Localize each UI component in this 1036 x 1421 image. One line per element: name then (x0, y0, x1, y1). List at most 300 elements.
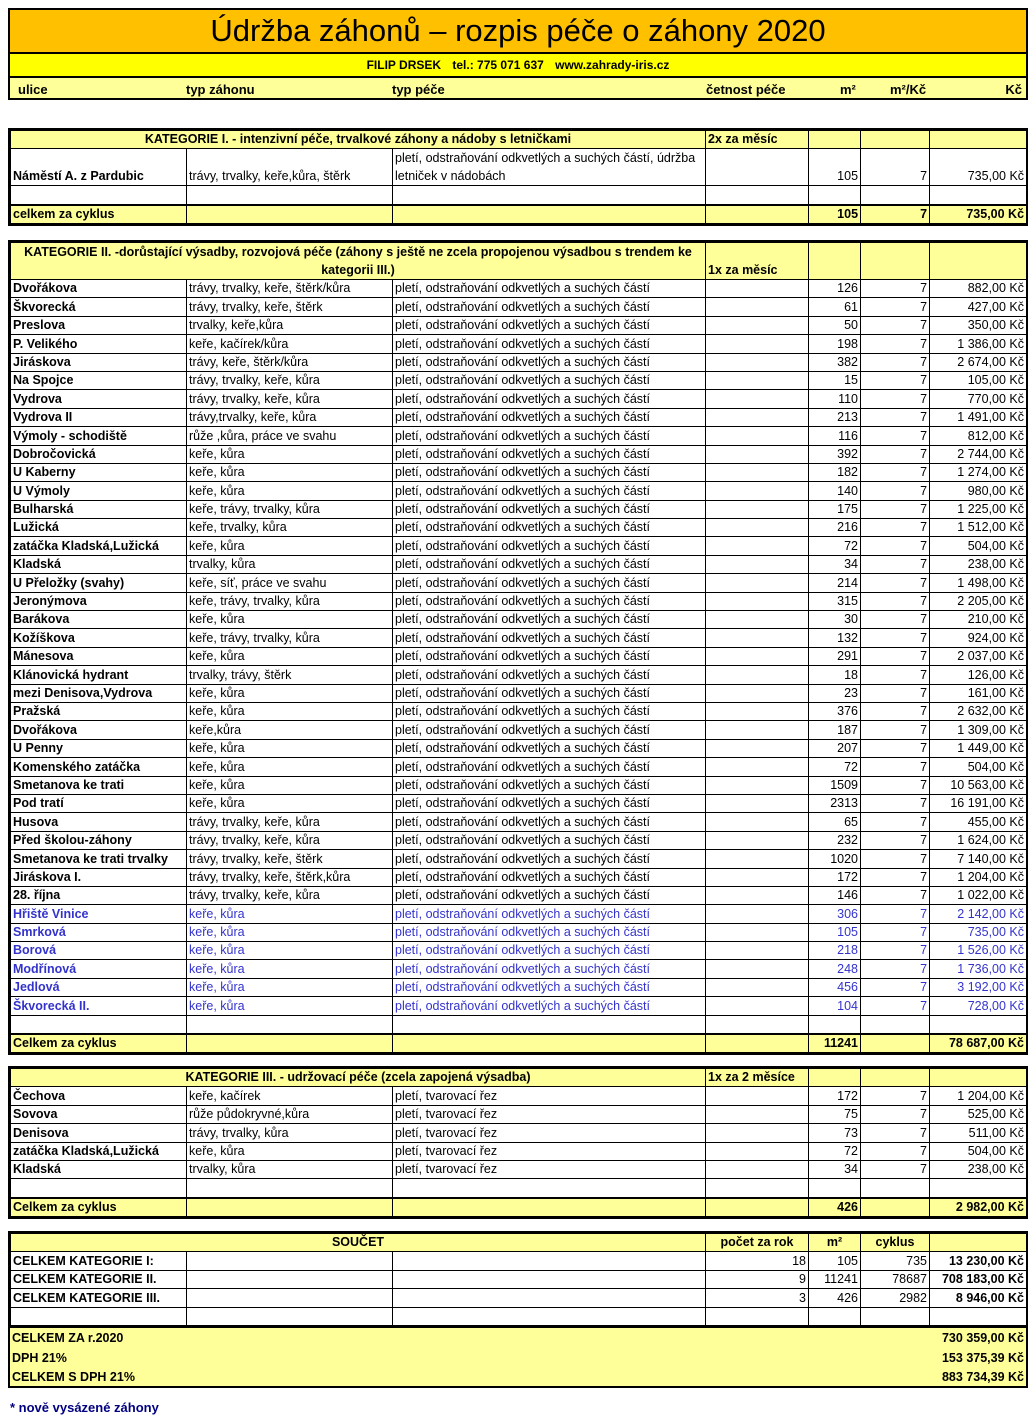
kc-cell: 1 204,00 Kč (930, 1087, 1027, 1105)
rate-cell: 7 (861, 1087, 930, 1105)
frequency-cell (706, 831, 809, 849)
kc-cell: 2 142,00 Kč (930, 905, 1027, 923)
table-row (11, 1160, 1027, 1178)
street-cell: Smrková (11, 923, 187, 941)
kc-cell: 7 140,00 Kč (930, 850, 1027, 868)
care-type-cell: pletí, odstraňování odkvetlých a suchých částí (393, 776, 706, 794)
table-row (11, 739, 1027, 757)
rate-cell: 7 (861, 482, 930, 500)
rate-cell: 7 (861, 813, 930, 831)
bed-type-cell: keře, kůra (187, 960, 393, 978)
summary-count: 3 (706, 1289, 809, 1307)
total-kc: 2 982,00 Kč (930, 1198, 1027, 1217)
care-type-cell: pletí, odstraňování odkvetlých a suchých částí (393, 886, 706, 904)
rate-cell: 7 (861, 427, 930, 445)
m2-cell: 72 (809, 758, 861, 776)
street-cell: Smetanova ke trati trvalky (11, 850, 187, 868)
empty-cell (393, 1289, 706, 1307)
table-row (11, 611, 1027, 629)
kc-cell: 2 205,00 Kč (930, 592, 1027, 610)
rate-cell: 7 (861, 537, 930, 555)
rate-cell: 7 (861, 445, 930, 463)
table-row (11, 1124, 1027, 1142)
m2-cell: 126 (809, 280, 861, 298)
table-row (11, 335, 1027, 353)
m2-cell: 2313 (809, 794, 861, 812)
bed-type-cell: keře, kačírek (187, 1087, 393, 1105)
m2-cell: 232 (809, 831, 861, 849)
care-type-cell: pletí, odstraňování odkvetlých a suchých částí (393, 794, 706, 812)
kc-cell: 1 491,00 Kč (930, 408, 1027, 426)
bed-type-cell: trvalky, kůra (187, 555, 393, 573)
gross-total-label: CELKEM S DPH 21% (10, 1367, 710, 1387)
street-cell: Na Spojce (11, 371, 187, 389)
street-cell: Klánovická hydrant (11, 666, 187, 684)
frequency-cell (706, 1105, 809, 1123)
care-type-cell: pletí, odstraňování odkvetlých a suchých částí (393, 463, 706, 481)
summary-label: CELKEM KATEGORIE II. (11, 1270, 187, 1288)
kc-cell: 1 624,00 Kč (930, 831, 1027, 849)
kc-cell: 812,00 Kč (930, 427, 1027, 445)
bed-type-cell: keře, kačírek/kůra (187, 335, 393, 353)
kc-cell: 105,00 Kč (930, 371, 1027, 389)
gross-total-value: 883 734,39 Kč (710, 1367, 1026, 1387)
bed-type-cell: keře, kůra (187, 445, 393, 463)
table-row (11, 923, 1027, 941)
m2-cell: 18 (809, 666, 861, 684)
empty-cell (706, 1198, 809, 1217)
summary-m2: 11241 (809, 1270, 861, 1288)
care-type-cell: pletí, odstraňování odkvetlých a suchých částí (393, 702, 706, 720)
total-label: Celkem za cyklus (11, 1198, 187, 1217)
m2-cell: 306 (809, 905, 861, 923)
category-2-table (8, 240, 1028, 1055)
bed-type-cell: trvalky, trávy, štěrk (187, 666, 393, 684)
summary-col-m2: m² (809, 1234, 861, 1252)
table-row (11, 445, 1027, 463)
frequency-cell (706, 647, 809, 665)
kc-cell: 1 204,00 Kč (930, 868, 1027, 886)
frequency-cell (706, 427, 809, 445)
bed-type-cell: keře, kůra (187, 1142, 393, 1160)
cat2-total (11, 1034, 1027, 1053)
rate-cell: 7 (861, 371, 930, 389)
m2-cell: 34 (809, 1160, 861, 1178)
kc-cell: 1 309,00 Kč (930, 721, 1027, 739)
street-cell: Smetanova ke trati (11, 776, 187, 794)
frequency-cell (706, 868, 809, 886)
care-type-cell: pletí, tvarovací řez (393, 1087, 706, 1105)
kc-cell: 2 744,00 Kč (930, 445, 1027, 463)
summary-col-cycle: cyklus (861, 1234, 930, 1252)
summary-title: SOUČET (11, 1234, 706, 1252)
rate-cell: 7 (861, 555, 930, 573)
rate-cell: 7 (861, 960, 930, 978)
frequency-cell (706, 758, 809, 776)
summary-kc: 13 230,00 Kč (930, 1252, 1027, 1270)
col-kc: Kč (1005, 82, 1022, 97)
care-type-cell: pletí, odstraňování odkvetlých a suchých částí (393, 758, 706, 776)
table-row (11, 813, 1027, 831)
table-row (11, 482, 1027, 500)
street-cell: Komenského zatáčka (11, 758, 187, 776)
bed-type-cell: keře, kůra (187, 482, 393, 500)
kc-cell: 238,00 Kč (930, 555, 1027, 573)
m2-cell: 132 (809, 629, 861, 647)
street-cell: Jeronýmova (11, 592, 187, 610)
table-row (11, 371, 1027, 389)
street-cell: Čechova (11, 1087, 187, 1105)
street-cell: Náměstí A. z Pardubic (11, 149, 187, 186)
m2-cell: 30 (809, 611, 861, 629)
rate-cell: 7 (861, 1105, 930, 1123)
col-per-m2: m²/Kč (890, 82, 927, 97)
table-row (11, 942, 1027, 960)
kc-cell: 980,00 Kč (930, 482, 1027, 500)
bed-type-cell: keře, kůra (187, 997, 393, 1015)
frequency-cell (706, 813, 809, 831)
table-row (11, 408, 1027, 426)
m2-cell: 15 (809, 371, 861, 389)
street-cell: Vydrova (11, 390, 187, 408)
bed-type-cell: trávy, trvalky, keře,kůra, štěrk (187, 149, 393, 186)
frequency-cell (706, 445, 809, 463)
frequency-cell (706, 905, 809, 923)
footnote: * nově vysázené záhony (10, 1400, 159, 1415)
kc-cell: 1 022,00 Kč (930, 886, 1027, 904)
care-type-cell: pletí, odstraňování odkvetlých a suchých částí (393, 592, 706, 610)
street-cell: Kožíškova (11, 629, 187, 647)
rate-cell: 7 (861, 592, 930, 610)
kc-cell: 126,00 Kč (930, 666, 1027, 684)
care-type-cell: pletí, odstraňování odkvetlých a suchých částí (393, 831, 706, 849)
care-type-cell: pletí, odstraňování odkvetlých a suchých částí, údržba letniček v nádobách (393, 149, 706, 186)
m2-cell: 392 (809, 445, 861, 463)
m2-cell: 175 (809, 500, 861, 518)
care-type-cell: pletí, odstraňování odkvetlých a suchých částí (393, 739, 706, 757)
m2-cell: 172 (809, 1087, 861, 1105)
empty-cell (187, 1252, 393, 1270)
rate-cell: 7 (861, 702, 930, 720)
total-label: celkem za cyklus (11, 205, 187, 224)
care-type-cell: pletí, odstraňování odkvetlých a suchých částí (393, 942, 706, 960)
rate-cell: 7 (861, 463, 930, 481)
street-cell: Před školou-záhony (11, 831, 187, 849)
frequency-cell (706, 960, 809, 978)
m2-cell: 110 (809, 390, 861, 408)
street-cell: Barákova (11, 611, 187, 629)
rate-cell: 7 (861, 776, 930, 794)
empty-cell (393, 1198, 706, 1217)
street-cell: Preslova (11, 316, 187, 334)
street-cell: zatáčka Kladská,Lužická (11, 537, 187, 555)
kc-cell: 2 674,00 Kč (930, 353, 1027, 371)
empty-cell (706, 1034, 809, 1053)
frequency-cell (706, 942, 809, 960)
summary-count: 9 (706, 1270, 809, 1288)
kc-cell: 525,00 Kč (930, 1105, 1027, 1123)
table-row (11, 978, 1027, 996)
category-3-title: KATEGORIE III. - udržovací péče (zcela zapojená výsadba) (11, 1069, 706, 1087)
care-type-cell: pletí, odstraňování odkvetlých a suchých částí (393, 298, 706, 316)
rate-cell: 7 (861, 739, 930, 757)
kc-cell: 1 225,00 Kč (930, 500, 1027, 518)
summary-m2: 105 (809, 1252, 861, 1270)
empty-cell (393, 1252, 706, 1270)
care-type-cell: pletí, odstraňování odkvetlých a suchých částí (393, 850, 706, 868)
care-type-cell: pletí, tvarovací řez (393, 1160, 706, 1178)
frequency-cell (706, 850, 809, 868)
frequency-cell (706, 371, 809, 389)
care-type-cell: pletí, odstraňování odkvetlých a suchých částí (393, 574, 706, 592)
bed-type-cell: trávy, trvalky, keře, kůra (187, 813, 393, 831)
m2-cell: 214 (809, 574, 861, 592)
frequency-cell (706, 335, 809, 353)
rate-cell: 7 (861, 923, 930, 941)
bed-type-cell: trávy, trvalky, keře, kůra (187, 390, 393, 408)
bed-type-cell: trvalky, keře,kůra (187, 316, 393, 334)
bed-type-cell: keře, kůra (187, 758, 393, 776)
bed-type-cell: keře, kůra (187, 611, 393, 629)
street-cell: U Kaberny (11, 463, 187, 481)
kc-cell: 504,00 Kč (930, 1142, 1027, 1160)
street-cell: Sovova (11, 1105, 187, 1123)
m2-cell: 104 (809, 997, 861, 1015)
rate-cell: 7 (861, 684, 930, 702)
rate-cell: 7 (861, 721, 930, 739)
rate-cell: 7 (861, 886, 930, 904)
summary-label: CELKEM KATEGORIE III. (11, 1289, 187, 1307)
table-row (11, 463, 1027, 481)
street-cell: Pod tratí (11, 794, 187, 812)
street-cell: Dvořákova (11, 721, 187, 739)
kc-cell: 2 632,00 Kč (930, 702, 1027, 720)
m2-cell: 216 (809, 519, 861, 537)
street-cell: Kladská (11, 1160, 187, 1178)
care-type-cell: pletí, odstraňování odkvetlých a suchých částí (393, 923, 706, 941)
rate-cell: 7 (861, 353, 930, 371)
table-row (11, 1087, 1027, 1105)
frequency-cell (706, 1124, 809, 1142)
category-1-frequency: 2x za měsíc (706, 131, 809, 149)
care-type-cell: pletí, odstraňování odkvetlých a suchých částí (393, 500, 706, 518)
street-cell: Borová (11, 942, 187, 960)
bed-type-cell: keře, síť, práce ve svahu (187, 574, 393, 592)
bed-type-cell: trávy, trvalky, keře, kůra (187, 886, 393, 904)
table-row (11, 427, 1027, 445)
bed-type-cell: keře, kůra (187, 776, 393, 794)
frequency-cell (706, 978, 809, 996)
care-type-cell: pletí, tvarovací řez (393, 1124, 706, 1142)
col-care-type: typ péče (392, 82, 445, 97)
kc-cell: 735,00 Kč (930, 149, 1027, 186)
table-row (11, 353, 1027, 371)
street-cell: Jiráskova I. (11, 868, 187, 886)
kc-cell: 882,00 Kč (930, 280, 1027, 298)
m2-cell: 213 (809, 408, 861, 426)
frequency-cell (706, 482, 809, 500)
rate-cell: 7 (861, 1124, 930, 1142)
m2-cell: 72 (809, 1142, 861, 1160)
summary-m2: 426 (809, 1289, 861, 1307)
rate-cell: 7 (861, 519, 930, 537)
bed-type-cell: keře, kůra (187, 684, 393, 702)
care-type-cell: pletí, odstraňování odkvetlých a suchých částí (393, 537, 706, 555)
rate-cell: 7 (861, 574, 930, 592)
care-type-cell: pletí, tvarovací řez (393, 1105, 706, 1123)
category-1-total (11, 205, 1027, 224)
care-type-cell: pletí, odstraňování odkvetlých a suchých částí (393, 629, 706, 647)
frequency-cell (706, 390, 809, 408)
m2-cell: 315 (809, 592, 861, 610)
bed-type-cell: keře, kůra (187, 942, 393, 960)
rate-cell: 7 (861, 316, 930, 334)
frequency-cell (706, 316, 809, 334)
table-row (11, 629, 1027, 647)
care-type-cell: pletí, odstraňování odkvetlých a suchých částí (393, 813, 706, 831)
bed-type-cell: trávy, trvalky, keře, štěrk (187, 850, 393, 868)
care-type-cell: pletí, odstraňování odkvetlých a suchých částí (393, 997, 706, 1015)
frequency-cell (706, 611, 809, 629)
street-cell: Jiráskova (11, 353, 187, 371)
care-type-cell: pletí, odstraňování odkvetlých a suchých částí (393, 666, 706, 684)
frequency-cell (706, 886, 809, 904)
street-cell: Škvorecká II. (11, 997, 187, 1015)
frequency-cell (706, 537, 809, 555)
care-type-cell: pletí, odstraňování odkvetlých a suchých částí (393, 445, 706, 463)
m2-cell: 61 (809, 298, 861, 316)
bed-type-cell: keře, kůra (187, 647, 393, 665)
total-kc: 735,00 Kč (930, 205, 1027, 224)
kc-cell: 504,00 Kč (930, 758, 1027, 776)
care-type-cell: pletí, odstraňování odkvetlých a suchých částí (393, 519, 706, 537)
m2-cell: 105 (809, 149, 861, 186)
street-cell: Škvorecká (11, 298, 187, 316)
total-m2: 105 (809, 205, 861, 224)
m2-cell: 207 (809, 739, 861, 757)
kc-cell: 1 736,00 Kč (930, 960, 1027, 978)
table-row (11, 280, 1027, 298)
kc-cell: 210,00 Kč (930, 611, 1027, 629)
frequency-cell (706, 684, 809, 702)
empty-cell (393, 1034, 706, 1053)
care-type-cell: pletí, odstraňování odkvetlých a suchých částí (393, 721, 706, 739)
rate-cell: 7 (861, 500, 930, 518)
rate-cell: 7 (861, 629, 930, 647)
street-cell: U Výmoly (11, 482, 187, 500)
bed-type-cell: keře, kůra (187, 537, 393, 555)
kc-cell: 16 191,00 Kč (930, 794, 1027, 812)
m2-cell: 376 (809, 702, 861, 720)
m2-cell: 198 (809, 335, 861, 353)
year-total-value: 730 359,00 Kč (710, 1327, 1026, 1348)
table-row (11, 868, 1027, 886)
rate-cell: 7 (861, 758, 930, 776)
care-type-cell: pletí, tvarovací řez (393, 1142, 706, 1160)
table-row (11, 316, 1027, 334)
table-row (11, 574, 1027, 592)
bed-type-cell: trávy, keře, štěrk/kůra (187, 353, 393, 371)
table-row (11, 684, 1027, 702)
rate-cell: 7 (861, 831, 930, 849)
care-type-cell: pletí, odstraňování odkvetlých a suchých částí (393, 978, 706, 996)
rate-cell: 7 (861, 978, 930, 996)
table-row (11, 721, 1027, 739)
street-cell: Mánesova (11, 647, 187, 665)
kc-cell: 1 386,00 Kč (930, 335, 1027, 353)
kc-cell: 427,00 Kč (930, 298, 1027, 316)
bed-type-cell: keře, kůra (187, 739, 393, 757)
rate-cell: 7 (861, 390, 930, 408)
cat3-total (11, 1198, 1027, 1217)
frequency-cell (706, 739, 809, 757)
bed-type-cell: trávy, trvalky, keře, kůra (187, 371, 393, 389)
kc-cell: 1 526,00 Kč (930, 942, 1027, 960)
m2-cell: 146 (809, 886, 861, 904)
frequency-cell (706, 519, 809, 537)
m2-cell: 34 (809, 555, 861, 573)
table-row (11, 1142, 1027, 1160)
rate-cell: 7 (861, 408, 930, 426)
summary-table (8, 1231, 1028, 1388)
table-row (11, 298, 1027, 316)
kc-cell: 238,00 Kč (930, 1160, 1027, 1178)
column-headers (8, 76, 1028, 100)
kc-cell: 924,00 Kč (930, 629, 1027, 647)
rate-cell: 7 (861, 335, 930, 353)
street-cell: Jedlová (11, 978, 187, 996)
table-row (11, 647, 1027, 665)
bed-type-cell: trávy,trvalky, keře, kůra (187, 408, 393, 426)
m2-cell: 65 (809, 813, 861, 831)
frequency-cell (706, 298, 809, 316)
kc-cell: 161,00 Kč (930, 684, 1027, 702)
care-type-cell: pletí, odstraňování odkvetlých a suchých částí (393, 335, 706, 353)
frequency-cell (706, 666, 809, 684)
street-cell: Výmoly - schodiště (11, 427, 187, 445)
summary-row (11, 1270, 1027, 1288)
care-type-cell: pletí, odstraňování odkvetlých a suchých částí (393, 611, 706, 629)
col-street: ulice (18, 82, 48, 97)
m2-cell: 218 (809, 942, 861, 960)
frequency-cell (706, 1142, 809, 1160)
frequency-cell (706, 500, 809, 518)
street-cell: zatáčka Kladská,Lužická (11, 1142, 187, 1160)
frequency-cell (706, 776, 809, 794)
vat-value: 153 375,39 Kč (710, 1347, 1026, 1367)
summary-row (11, 1252, 1027, 1270)
table-row (11, 666, 1027, 684)
street-cell: Dvořákova (11, 280, 187, 298)
table-row (11, 776, 1027, 794)
category-1-table (8, 128, 1028, 226)
care-type-cell: pletí, odstraňování odkvetlých a suchých částí (393, 427, 706, 445)
bed-type-cell: keře, trávy, trvalky, kůra (187, 500, 393, 518)
table-row (11, 519, 1027, 537)
summary-kc: 708 183,00 Kč (930, 1270, 1027, 1288)
street-cell: Dobročovická (11, 445, 187, 463)
empty-cell (861, 1198, 930, 1217)
table-row (11, 905, 1027, 923)
table-row (11, 702, 1027, 720)
table-row (11, 886, 1027, 904)
table-row (11, 758, 1027, 776)
col-m2: m² (840, 82, 856, 97)
care-type-cell: pletí, odstraňování odkvetlých a suchých částí (393, 408, 706, 426)
rate-cell: 7 (861, 1160, 930, 1178)
total-m2: 426 (809, 1198, 861, 1217)
m2-cell: 172 (809, 868, 861, 886)
